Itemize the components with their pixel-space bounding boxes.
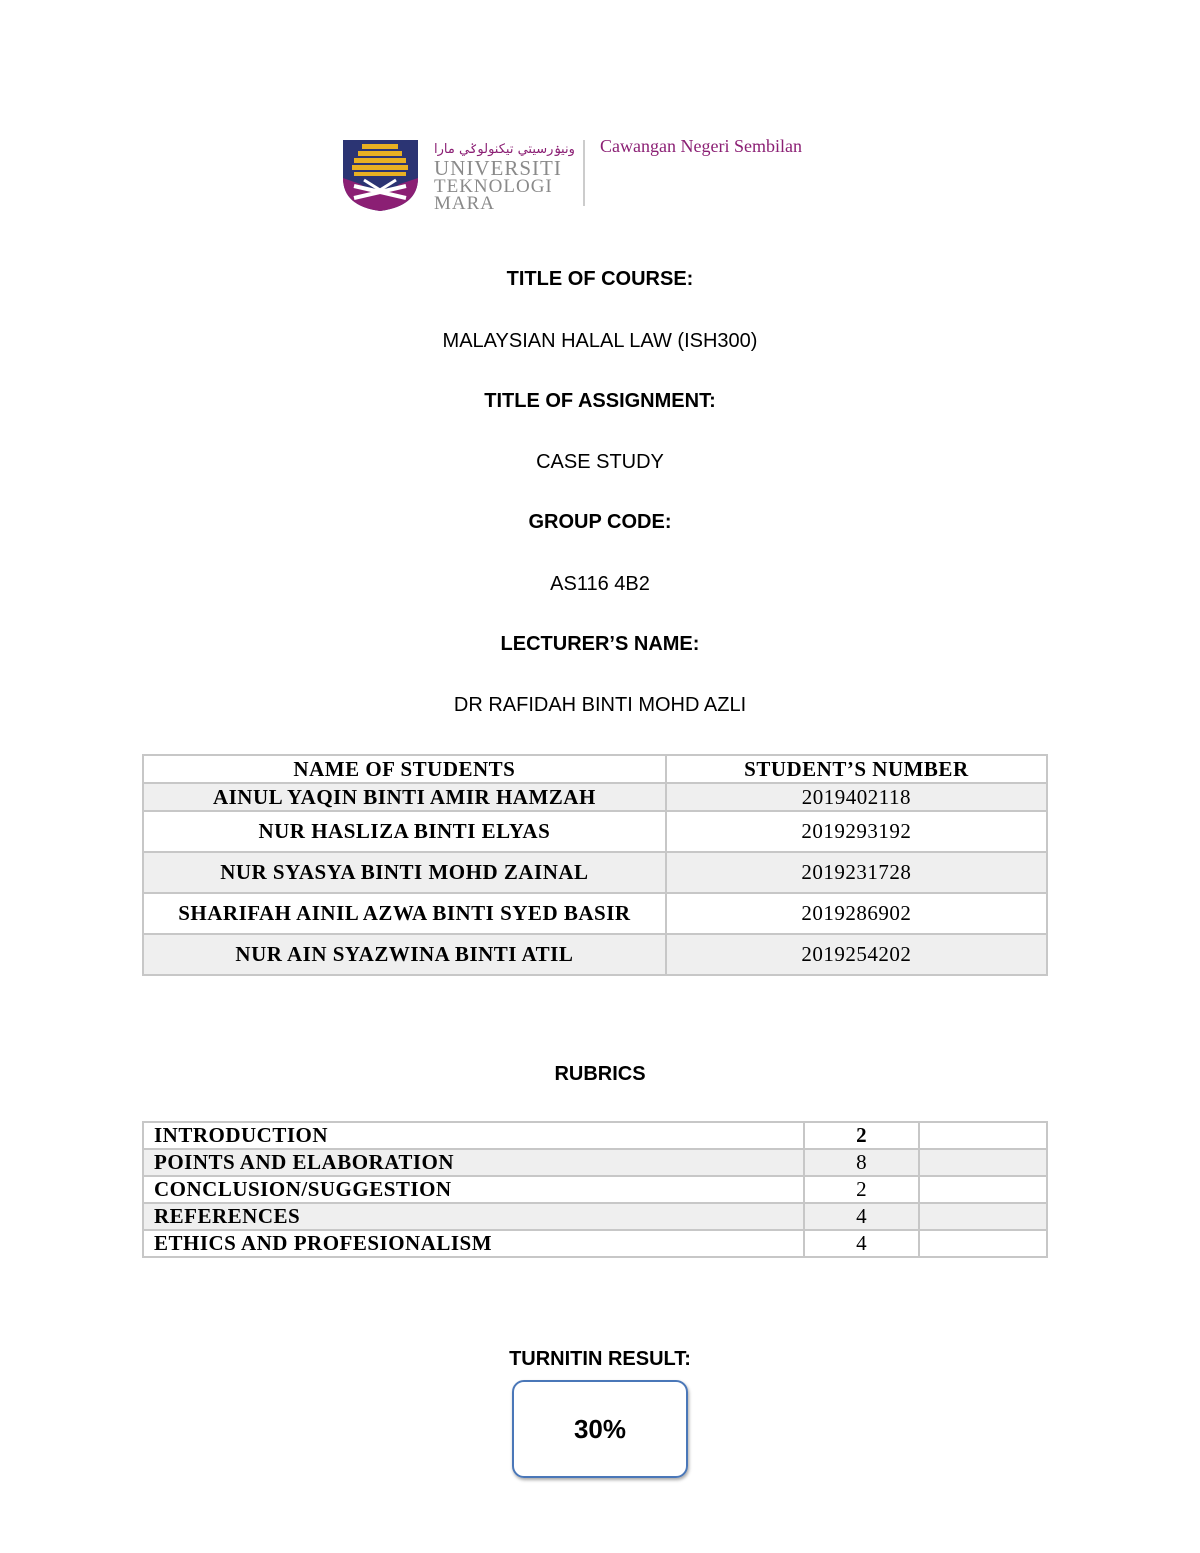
student-name: NUR SYASYA BINTI MOHD ZAINAL: [143, 852, 666, 893]
table-row: [143, 1149, 1047, 1176]
rubric-marks: 2: [804, 1122, 920, 1149]
rubric-score-cell[interactable]: [919, 1203, 1047, 1230]
logo-university-line2: TEKNOLOGI: [434, 176, 553, 197]
student-number: 2019293192: [666, 811, 1047, 852]
lecturer-heading: LECTURER’S NAME:: [500, 633, 700, 655]
rubric-item: CONCLUSION/SUGGESTION: [143, 1176, 804, 1203]
rubric-item: ETHICS AND PROFESIONALISM: [143, 1230, 804, 1257]
rubrics-heading: RUBRICS: [554, 1063, 646, 1085]
rubric-score-cell[interactable]: [919, 1149, 1047, 1176]
group-code-heading: GROUP CODE:: [528, 511, 672, 533]
rubric-marks: 4: [804, 1203, 920, 1230]
lecturer-value: DR RAFIDAH BINTI MOHD AZLI: [453, 694, 747, 716]
rubric-marks: 8: [804, 1149, 920, 1176]
table-row: [143, 783, 1047, 811]
rubric-score-cell[interactable]: [919, 1230, 1047, 1257]
table-row: [143, 934, 1047, 975]
table-row: [143, 1230, 1047, 1257]
uitm-emblem-icon: [343, 140, 418, 211]
assignment-heading: TITLE OF ASSIGNMENT:: [484, 390, 716, 412]
table-row: [143, 1176, 1047, 1203]
rubric-score-cell[interactable]: [919, 1122, 1047, 1149]
students-table: [142, 754, 1048, 976]
rubric-marks: 2: [804, 1176, 920, 1203]
column-header-number: STUDENT’S NUMBER: [666, 755, 1047, 783]
rubrics-table: [142, 1121, 1048, 1258]
student-name: NUR AIN SYAZWINA BINTI ATIL: [143, 934, 666, 975]
table-row: [143, 1203, 1047, 1230]
student-number: 2019231728: [666, 852, 1047, 893]
table-row: [143, 893, 1047, 934]
course-value: MALAYSIAN HALAL LAW (ISH300): [442, 330, 758, 352]
rubric-score-cell[interactable]: [919, 1176, 1047, 1203]
university-logo: [340, 136, 870, 216]
rubric-marks: 4: [804, 1230, 920, 1257]
turnitin-heading: TURNITIN RESULT:: [509, 1348, 691, 1370]
turnitin-result-box: [512, 1380, 688, 1478]
logo-university-line3: MARA: [434, 193, 496, 214]
student-name: NUR HASLIZA BINTI ELYAS: [143, 811, 666, 852]
column-header-name: NAME OF STUDENTS: [143, 755, 666, 783]
student-name: AINUL YAQIN BINTI AMIR HAMZAH: [143, 783, 666, 811]
course-heading: TITLE OF COURSE:: [506, 268, 694, 290]
logo-arabic-text: ونيۏرسيتي تيكنولوݢي مارا: [434, 142, 575, 157]
table-row: [143, 811, 1047, 852]
turnitin-result-value: 30%: [573, 1413, 627, 1444]
rubric-item: INTRODUCTION: [143, 1122, 804, 1149]
student-name: SHARIFAH AINIL AZWA BINTI SYED BASIR: [143, 893, 666, 934]
logo-branch-text: Cawangan Negeri Sembilan: [600, 136, 802, 156]
assignment-value: CASE STUDY: [536, 451, 664, 473]
logo-university-line1: UNIVERSITI: [434, 156, 562, 180]
rubric-item: REFERENCES: [143, 1203, 804, 1230]
group-code-value: AS116 4B2: [550, 573, 650, 595]
student-number: 2019286902: [666, 893, 1047, 934]
table-row: [143, 852, 1047, 893]
student-number: 2019254202: [666, 934, 1047, 975]
student-number: 2019402118: [666, 783, 1047, 811]
students-table-header: [143, 755, 1047, 783]
rubric-item: POINTS AND ELABORATION: [143, 1149, 804, 1176]
table-row: [143, 1122, 1047, 1149]
